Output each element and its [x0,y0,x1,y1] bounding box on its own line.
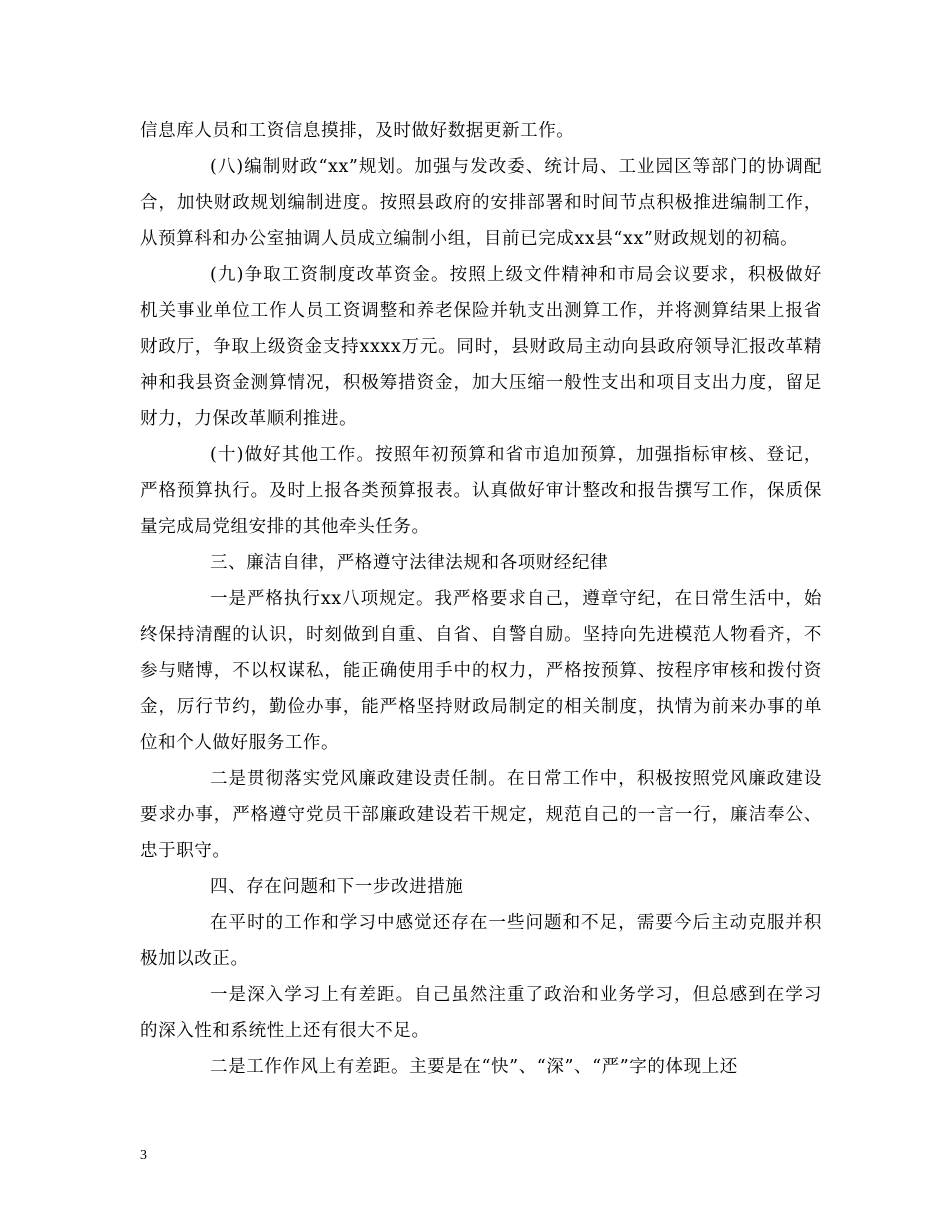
section-heading-3: 三、廉洁自律，严格遵守法律法规和各项财经纪律 [210,553,609,573]
paragraph-5: 一是严格执行xx八项规定。我严格要求自己，遵章守纪，在日常生活中，始终保持清醒的认识，时刻做到自重、自省、自警自励。坚持向先进模范人物看齐，不参与赌博，不以权谋私，能正确使用手中的权力，严格按预算、按程序审核和拨付资金，厉行节约，勤俭办事，能严格坚持财政局制定的相关制度，执情为前来办事的单位和个人做好服务工作。 [140,589,822,753]
paragraph-7: 在平时的工作和学习中感觉还存在一些问题和不足，需要今后主动克服并积极加以改正。 [140,913,822,969]
body-text [140,113,822,1085]
section-heading-4: 四、存在问题和下一步改进措施 [210,877,464,897]
paragraph-9: 二是工作作风上有差距。主要是在“快”、“深”、“严”字的体现上还 [210,1057,738,1077]
paragraph-2: (八)编制财政“xx”规划。加强与发改委、统计局、工业园区等部门的协调配合，加快财政规划编制进度。按照县政府的安排部署和时间节点积极推进编制工作，从预算科和办公室抽调人员成立编制小组，目前已完成xx县“xx”财政规划的初稿。 [140,157,822,249]
page-number: 3 [140,1148,147,1163]
paragraph-6: 二是贯彻落实党风廉政建设责任制。在日常工作中，积极按照党风廉政建设要求办事，严格遵守党员干部廉政建设若干规定，规范自己的一言一行，廉洁奉公、忠于职守。 [140,769,822,861]
paragraph-3: (九)争取工资制度改革资金。按照上级文件精神和市局会议要求，积极做好机关事业单位工作人员工资调整和养老保险并轨支出测算工作，并将测算结果上报省财政厅，争取上级资金支持xxxx万元。同时，县财政局主动向县政府领导汇报改革精神和我县资金测算情况，积极筹措资金，加大压缩一般性支出和项目支出力度，留足财力，力保改革顺利推进。 [140,265,822,429]
paragraph-1: 信息库人员和工资信息摸排，及时做好数据更新工作。 [140,121,575,141]
paragraph-4: (十)做好其他工作。按照年初预算和省市追加预算，加强指标审核、登记，严格预算执行。及时上报各类预算报表。认真做好审计整改和报告撰写工作，保质保量完成局党组安排的其他牵头任务。 [140,445,822,537]
paragraph-8: 一是深入学习上有差距。自己虽然注重了政治和业务学习，但总感到在学习的深入性和系统性上还有很大不足。 [140,985,822,1041]
